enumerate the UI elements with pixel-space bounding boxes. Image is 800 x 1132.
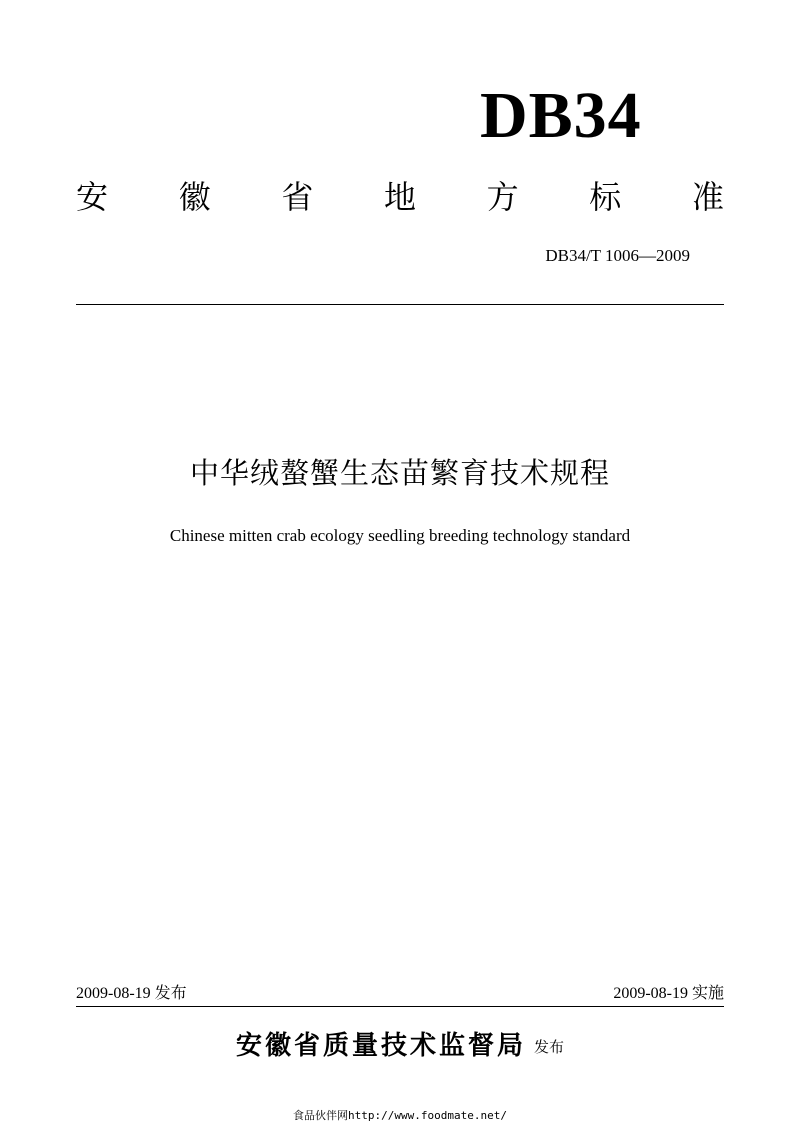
footer-divider bbox=[76, 1006, 724, 1007]
title-char: 安 bbox=[76, 178, 109, 216]
effective-date: 2009-08-19 实施 bbox=[613, 985, 724, 1002]
standard-category-title bbox=[76, 174, 724, 220]
document-subtitle-english: Chinese mitten crab ecology seedling breeding technology standard bbox=[169, 526, 631, 545]
title-char: 标 bbox=[589, 178, 622, 216]
standard-number: DB34/T 1006—2009 bbox=[545, 246, 690, 265]
issuer-line bbox=[0, 1026, 800, 1067]
standard-code-heading: DB34 bbox=[480, 79, 642, 152]
title-char: 省 bbox=[281, 178, 314, 216]
title-char: 准 bbox=[691, 178, 724, 216]
issuer-name: 安徽省质量技术监督局 bbox=[235, 1031, 526, 1061]
title-char: 徽 bbox=[178, 178, 211, 216]
title-char: 地 bbox=[383, 178, 416, 216]
document-title: 中华绒螯蟹生态苗繁育技术规程 bbox=[189, 456, 610, 490]
release-date: 2009-08-19 发布 bbox=[76, 985, 187, 1002]
footer-url[interactable]: 食品伙伴网http://www.foodmate.net/ bbox=[293, 1109, 507, 1122]
header-divider bbox=[76, 304, 724, 305]
issuer-suffix: 发布 bbox=[534, 1038, 565, 1056]
title-char: 方 bbox=[486, 178, 519, 216]
